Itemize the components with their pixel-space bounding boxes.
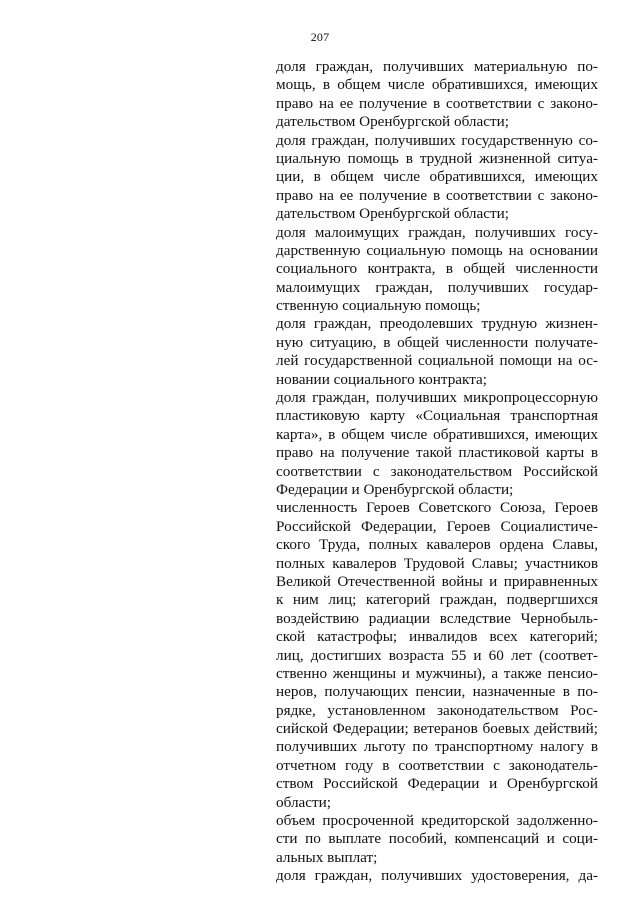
text-line: рядке, установленном законодательством Рос- <box>276 701 598 719</box>
text-line: ции, в общем числе обратившихся, имеющих <box>276 168 598 186</box>
text-line: малоимущих граждан, получивших государ- <box>276 278 598 296</box>
text-line: ственную социальную помощь; <box>276 297 481 315</box>
text-line: пластиковую карту «Социальная транспортная <box>276 407 598 425</box>
text-line: Великой Отечественной войны и приравненных <box>276 572 598 590</box>
text-line: ского Труда, полных кавалеров ордена Славы, <box>276 536 598 554</box>
text-line: доля граждан, получивших удостоверения, да- <box>276 867 598 885</box>
text-line: карта», в общем числе обратившихся, имеющих <box>276 425 598 443</box>
text-line: доля граждан, преодолевших трудную жизнен- <box>276 315 598 333</box>
text-line: циальную помощь в трудной жизненной ситуа- <box>276 149 598 167</box>
text-line: новании социального контракта; <box>276 370 487 388</box>
text-line: социального контракта, в общей численности <box>276 260 598 278</box>
text-line: дательством Оренбургской области; <box>276 205 509 223</box>
text-line: лиц, достигших возраста 55 и 60 лет (соответ- <box>276 646 598 664</box>
text-line: право на ее получение в соответствии с законо- <box>276 186 598 204</box>
text-line: области; <box>276 793 331 811</box>
text-line: право на получение такой пластиковой карты в <box>276 444 598 462</box>
text-line: к ним лиц; категорий граждан, подвергшихся <box>276 591 598 609</box>
text-line: Российской Федерации, Героев Социалистиче- <box>276 517 598 535</box>
text-line: численность Героев Советского Союза, Героев <box>276 499 598 517</box>
page-number: 207 <box>310 30 330 44</box>
text-line: доля граждан, получивших микропроцессорную <box>276 389 598 407</box>
text-line: сийской Федерации; ветеранов боевых действий; <box>276 720 598 738</box>
text-line: отчетном году в соответствии с законодатель- <box>276 756 598 774</box>
text-line: доля граждан, получивших государственную со- <box>276 131 598 149</box>
text-line: доля граждан, получивших материальную по- <box>276 58 598 75</box>
text-line: лей государственной социальной помощи на ос- <box>276 352 598 370</box>
text-line: ством Российской Федерации и Оренбургской <box>276 775 598 793</box>
text-line: Федерации и Оренбургской области; <box>276 480 514 498</box>
text-line: альных выплат; <box>276 848 378 866</box>
text-line: неров, получающих пенсии, назначенные в по- <box>276 683 598 701</box>
text-line: сти по выплате пособий, компенсаций и соци- <box>276 830 598 848</box>
text-line: полных кавалеров Трудовой Славы; участников <box>276 554 598 572</box>
text-line: дательством Оренбургской области; <box>276 113 509 131</box>
text-line: право на ее получение в соответствии с законо- <box>276 94 598 112</box>
text-line: объем просроченной кредиторской задолженно- <box>276 812 598 830</box>
text-line: воздействию радиации вследствие Чернобыль- <box>276 609 598 627</box>
document-body-text <box>276 58 598 886</box>
text-line: соответствии с законодательством Российской <box>276 462 598 480</box>
text-line: дарственную социальную помощь на основании <box>276 241 598 259</box>
text-line: доля малоимущих граждан, получивших госу- <box>276 223 598 241</box>
text-line: получивших льготу по транспортному налогу в <box>276 738 598 756</box>
text-line: ную ситуацию, в общей численности получате- <box>276 333 598 351</box>
text-line: ственно женщины и мужчины), а также пенсио- <box>276 664 598 682</box>
text-line: мощь, в общем числе обратившихся, имеющих <box>276 76 598 94</box>
text-line: ской катастрофы; инвалидов всех категорий; <box>276 628 598 646</box>
